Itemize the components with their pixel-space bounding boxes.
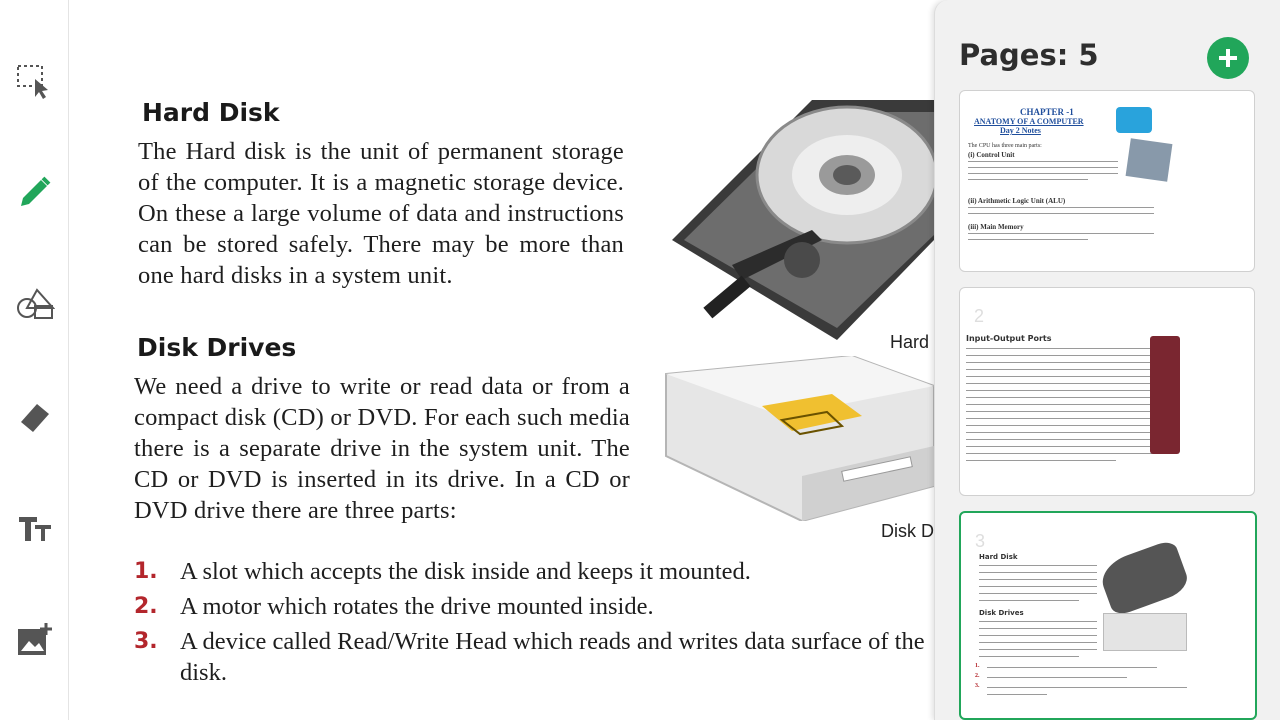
shapes-icon: [15, 286, 55, 322]
thumb-heading: Disk Drives: [979, 609, 1024, 617]
thumb-text-line: [979, 635, 1097, 636]
page-thumbnail-1[interactable]: [959, 90, 1255, 272]
list-number: 1.: [134, 559, 158, 584]
thumb-chapter: CHAPTER -1: [1020, 107, 1074, 117]
thumb-heading: Input-Output Ports: [966, 334, 1052, 343]
thumb-text-line: [968, 173, 1118, 174]
thumb-list-number: 2.: [975, 673, 980, 679]
list-item: [134, 556, 932, 587]
thumb-hard-disk-image: [1096, 539, 1192, 618]
thumb-text-line: [979, 579, 1097, 580]
eraser-icon: [17, 398, 53, 434]
thumb-list-number: 1.: [975, 663, 980, 669]
thumb-text-line: [968, 239, 1088, 240]
thumb-text-line: [966, 383, 1156, 384]
thumb-text-line: [966, 404, 1156, 405]
pencil-icon: [17, 174, 53, 210]
thumb-text-line: [979, 600, 1079, 601]
hard-disk-paragraph: The Hard disk is the unit of permanent storage of the computer. It is a magnetic storage device. On these a large volume of data and instructions can be stored safely. There may be more than one hard disks in a system unit.: [138, 138, 624, 289]
thumb-text-line: [968, 213, 1154, 214]
page-thumbnail-2[interactable]: [959, 287, 1255, 496]
thumb-line: The CPU has three main parts:: [968, 143, 1042, 149]
disk-drive-image: [662, 356, 934, 521]
pages-panel: [934, 0, 1280, 720]
thumb-text-line: [987, 677, 1127, 678]
thumb-title: ANATOMY OF A COMPUTER: [974, 117, 1084, 126]
thumb-text-line: [966, 390, 1156, 391]
disk-drives-heading: Disk Drives: [137, 333, 297, 362]
thumb-text-line: [966, 362, 1156, 363]
thumb-text-line: [968, 207, 1154, 208]
thumb-text-line: [966, 369, 1156, 370]
thumb-text-line: [979, 649, 1097, 650]
thumb-text-line: [968, 179, 1088, 180]
thumb-text-line: [966, 418, 1156, 419]
thumb-line: (i) Control Unit: [968, 151, 1015, 159]
selection-cursor-icon: [15, 61, 55, 101]
list-item: [134, 591, 932, 622]
hard-disk-image: [662, 90, 934, 345]
page-thumbnail-3[interactable]: [959, 511, 1257, 720]
disk-drive-caption: Disk D: [881, 521, 934, 541]
list-text: A device called Read/Write Head which reads and writes data surface of the disk.: [180, 628, 925, 686]
thumb-text-line: [979, 565, 1097, 566]
thumb-text-line: [987, 687, 1187, 688]
thumb-text-line: [979, 642, 1097, 643]
thumb-text-line: [966, 446, 1156, 447]
list-text: A slot which accepts the disk inside and keeps it mounted.: [180, 558, 751, 585]
select-tool-button[interactable]: [14, 60, 56, 102]
thumb-text-line: [968, 161, 1118, 162]
thumb-text-line: [979, 593, 1097, 594]
thumb-text-line: [979, 572, 1097, 573]
thumb-text-line: [966, 411, 1156, 412]
thumb-text-line: [979, 656, 1079, 657]
list-number: 2.: [134, 594, 158, 619]
text-tool-button[interactable]: [14, 507, 56, 549]
thumb-page-number: 2: [974, 306, 985, 326]
thumb-subtitle: Day 2 Notes: [1000, 126, 1041, 135]
list-text: A motor which rotates the drive mounted inside.: [180, 593, 654, 620]
plus-icon: [1217, 47, 1239, 69]
thumb-disk-drive-image: [1103, 613, 1187, 651]
thumb-text-line: [966, 355, 1156, 356]
pen-tool-button[interactable]: [14, 171, 56, 213]
thumb-text-line: [979, 586, 1097, 587]
thumb-text-line: [966, 453, 1156, 454]
shapes-tool-button[interactable]: [14, 283, 56, 325]
list-number: 3.: [134, 629, 158, 654]
disk-drives-paragraph: We need a drive to write or read data or from a compact disk (CD) or DVD. For each such media there is a separate drive in the system unit. The CD or DVD is inserted in its drive. In a CD or DVD drive there are three parts:: [134, 373, 630, 524]
thumb-list-number: 3.: [975, 683, 980, 689]
document-page[interactable]: [70, 0, 934, 720]
hard-disk-caption: Hard: [890, 332, 930, 352]
thumb-line: (ii) Arithmetic Logic Unit (ALU): [968, 197, 1066, 205]
thumb-heading: Hard Disk: [979, 553, 1018, 561]
add-page-button[interactable]: [1207, 37, 1249, 79]
thumb-text-line: [987, 667, 1157, 668]
thumb-page-number: 3: [975, 531, 986, 551]
add-image-tool-button[interactable]: [14, 619, 56, 661]
thumb-text-line: [979, 628, 1097, 629]
thumb-text-line: [966, 432, 1156, 433]
thumb-text-line: [968, 167, 1118, 168]
drive-parts-list: [134, 556, 932, 692]
thumb-text-line: [966, 376, 1156, 377]
thumb-text-line: [966, 425, 1156, 426]
text-size-icon: [17, 513, 53, 543]
thumb-text-line: [966, 460, 1116, 461]
thumb-text-line: [987, 694, 1047, 695]
thumb-text-line: [968, 233, 1154, 234]
thumb-text-line: [966, 397, 1156, 398]
hard-disk-heading: Hard Disk: [142, 98, 280, 127]
pages-count-title: Pages: 5: [959, 38, 1099, 72]
thumb-text-line: [966, 348, 1156, 349]
eraser-tool-button[interactable]: [14, 395, 56, 437]
graduation-cap-icon: [1116, 107, 1152, 133]
thumb-text-line: [979, 621, 1097, 622]
cpu-chip-icon: [1126, 138, 1173, 181]
list-item: [134, 626, 932, 688]
add-image-icon: [16, 621, 54, 659]
thumb-line: (iii) Main Memory: [968, 223, 1024, 231]
thumb-text-line: [966, 439, 1156, 440]
tool-sidebar: [0, 0, 69, 720]
io-ports-image: [1150, 336, 1180, 454]
